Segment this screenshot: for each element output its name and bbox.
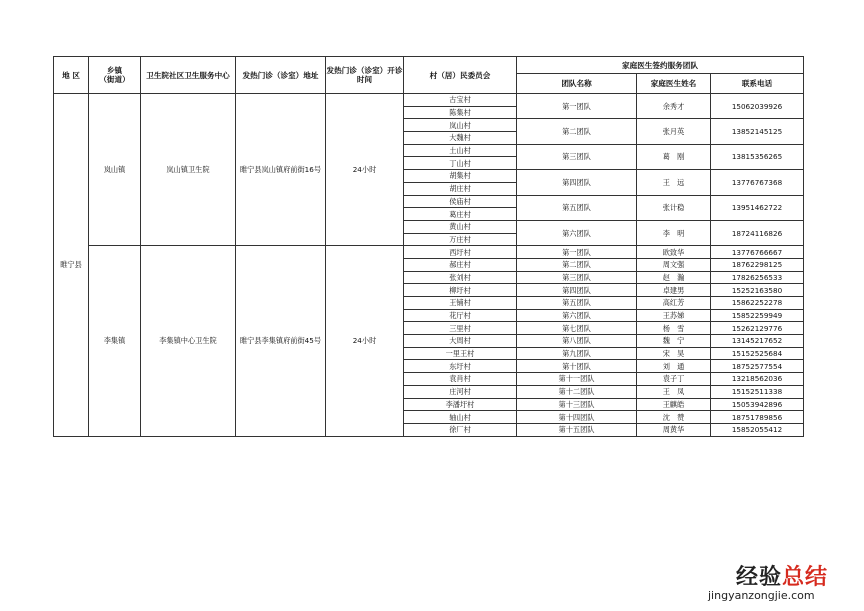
team-name-cell: 第九团队 <box>517 347 637 360</box>
village-cell: 东圩村 <box>404 360 517 373</box>
phone-cell: 15053942896 <box>711 398 804 411</box>
team-name-cell: 第三团队 <box>517 144 637 169</box>
hospital-cell: 岚山镇卫生院 <box>141 94 236 246</box>
phone-cell: 13776767368 <box>711 170 804 195</box>
team-name-cell: 第十四团队 <box>517 411 637 424</box>
table-row <box>54 246 804 259</box>
village-cell: 大周村 <box>404 335 517 348</box>
doctor-name-cell: 王 凤 <box>637 385 711 398</box>
phone-cell: 13776766667 <box>711 246 804 259</box>
watermark-part1: 经验 <box>736 565 783 590</box>
header-phone: 联系电话 <box>711 74 804 94</box>
doctor-name-cell: 周文强 <box>637 258 711 271</box>
village-cell: 岚山村 <box>404 119 517 132</box>
village-cell: 侯庙村 <box>404 195 517 208</box>
town-cell: 岚山镇 <box>89 94 141 246</box>
team-name-cell: 第一团队 <box>517 246 637 259</box>
phone-cell: 15862252278 <box>711 297 804 310</box>
village-cell: 黄山村 <box>404 220 517 233</box>
village-cell: 李潘圩村 <box>404 398 517 411</box>
doctor-name-cell: 卓建男 <box>637 284 711 297</box>
village-cell: 一里王村 <box>404 347 517 360</box>
header-row-1 <box>54 57 804 74</box>
town-cell: 李集镇 <box>89 246 141 436</box>
clinic-time-cell: 24小时 <box>326 94 404 246</box>
village-cell: 土山村 <box>404 144 517 157</box>
watermark-title <box>736 560 828 591</box>
clinic-address-cell: 睢宁县李集镇府前街45号 <box>236 246 326 436</box>
village-cell: 西圩村 <box>404 246 517 259</box>
team-name-cell: 第四团队 <box>517 170 637 195</box>
phone-cell: 13951462722 <box>711 195 804 220</box>
doctor-name-cell: 赵 瀚 <box>637 271 711 284</box>
village-cell: 胡集村 <box>404 170 517 183</box>
phone-cell: 13145217652 <box>711 335 804 348</box>
team-name-cell: 第六团队 <box>517 220 637 245</box>
doctor-name-cell: 欧致华 <box>637 246 711 259</box>
village-cell: 花厅村 <box>404 309 517 322</box>
watermark-url: jingyanzongjie.com <box>708 589 815 602</box>
doctor-team-table <box>53 56 804 437</box>
phone-cell: 13815356265 <box>711 144 804 169</box>
phone-cell: 18762298125 <box>711 258 804 271</box>
doctor-name-cell: 沈 赞 <box>637 411 711 424</box>
phone-cell: 18751789856 <box>711 411 804 424</box>
header-clinic-address: 发热门诊（诊室）地址 <box>236 57 326 94</box>
team-name-cell: 第一团队 <box>517 94 637 119</box>
team-name-cell: 第四团队 <box>517 284 637 297</box>
team-name-cell: 第二团队 <box>517 119 637 144</box>
header-village: 村（居）民委员会 <box>404 57 517 94</box>
doctor-name-cell: 刘 通 <box>637 360 711 373</box>
phone-cell: 15152511338 <box>711 385 804 398</box>
team-name-cell: 第二团队 <box>517 258 637 271</box>
doctor-name-cell: 王苏娣 <box>637 309 711 322</box>
phone-cell: 15852259949 <box>711 309 804 322</box>
header-doctor: 家庭医生姓名 <box>637 74 711 94</box>
phone-cell: 15062039926 <box>711 94 804 119</box>
village-cell: 丁山村 <box>404 157 517 170</box>
village-cell: 徐厂村 <box>404 423 517 436</box>
team-name-cell: 第六团队 <box>517 309 637 322</box>
clinic-address-cell: 睢宁县岚山镇府前街16号 <box>236 94 326 246</box>
phone-cell: 15852055412 <box>711 423 804 436</box>
phone-cell: 13852145125 <box>711 119 804 144</box>
village-cell: 柳圩村 <box>404 284 517 297</box>
village-cell: 古宝村 <box>404 94 517 107</box>
phone-cell: 17826256533 <box>711 271 804 284</box>
team-name-cell: 第十三团队 <box>517 398 637 411</box>
header-region: 地 区 <box>54 57 89 94</box>
doctor-name-cell: 杨 雪 <box>637 322 711 335</box>
doctor-name-cell: 张计稳 <box>637 195 711 220</box>
phone-cell: 15262129776 <box>711 322 804 335</box>
village-cell: 三里村 <box>404 322 517 335</box>
phone-cell: 15252163580 <box>711 284 804 297</box>
team-name-cell: 第十团队 <box>517 360 637 373</box>
phone-cell: 15152525684 <box>711 347 804 360</box>
village-cell: 轴山村 <box>404 411 517 424</box>
village-cell: 袁肖村 <box>404 373 517 386</box>
team-name-cell: 第七团队 <box>517 322 637 335</box>
village-cell: 胡庄村 <box>404 182 517 195</box>
doctor-name-cell: 张月英 <box>637 119 711 144</box>
header-team-name: 团队名称 <box>517 74 637 94</box>
doctor-name-cell: 袁子丁 <box>637 373 711 386</box>
header-town: 乡镇 （街道） <box>89 57 141 94</box>
clinic-time-cell: 24小时 <box>326 246 404 436</box>
doctor-name-cell: 魏 宁 <box>637 335 711 348</box>
table-row <box>54 94 804 107</box>
doctor-name-cell: 余秀才 <box>637 94 711 119</box>
phone-cell: 18752577554 <box>711 360 804 373</box>
doctor-name-cell: 王 远 <box>637 170 711 195</box>
village-cell: 庄河村 <box>404 385 517 398</box>
village-cell: 王铺村 <box>404 297 517 310</box>
header-team-group: 家庭医生签约服务团队 <box>517 57 804 74</box>
village-cell: 葛庄村 <box>404 208 517 221</box>
doctor-name-cell: 王麒皓 <box>637 398 711 411</box>
village-cell: 郝庄村 <box>404 258 517 271</box>
team-name-cell: 第十五团队 <box>517 423 637 436</box>
doctor-name-cell: 周黄华 <box>637 423 711 436</box>
header-clinic-time: 发热门诊（诊室）开诊时间 <box>326 57 404 94</box>
village-cell: 大魏村 <box>404 132 517 145</box>
team-name-cell: 第五团队 <box>517 297 637 310</box>
doctor-name-cell: 葛 刚 <box>637 144 711 169</box>
header-hospital: 卫生院社区卫生服务中心 <box>141 57 236 94</box>
team-name-cell: 第十一团队 <box>517 373 637 386</box>
phone-cell: 18724116826 <box>711 220 804 245</box>
team-name-cell: 第十二团队 <box>517 385 637 398</box>
doctor-name-cell: 高红芳 <box>637 297 711 310</box>
team-name-cell: 第八团队 <box>517 335 637 348</box>
team-name-cell: 第五团队 <box>517 195 637 220</box>
team-name-cell: 第三团队 <box>517 271 637 284</box>
region-cell: 睢宁县 <box>54 94 89 437</box>
phone-cell: 13218562036 <box>711 373 804 386</box>
watermark-logo <box>706 560 856 606</box>
village-cell: 张刘村 <box>404 271 517 284</box>
village-cell: 陈集村 <box>404 106 517 119</box>
hospital-cell: 李集镇中心卫生院 <box>141 246 236 436</box>
watermark-part2: 总结 <box>782 565 829 590</box>
doctor-name-cell: 李 明 <box>637 220 711 245</box>
doctor-name-cell: 宋 昊 <box>637 347 711 360</box>
village-cell: 万庄村 <box>404 233 517 246</box>
table-body <box>54 94 804 437</box>
